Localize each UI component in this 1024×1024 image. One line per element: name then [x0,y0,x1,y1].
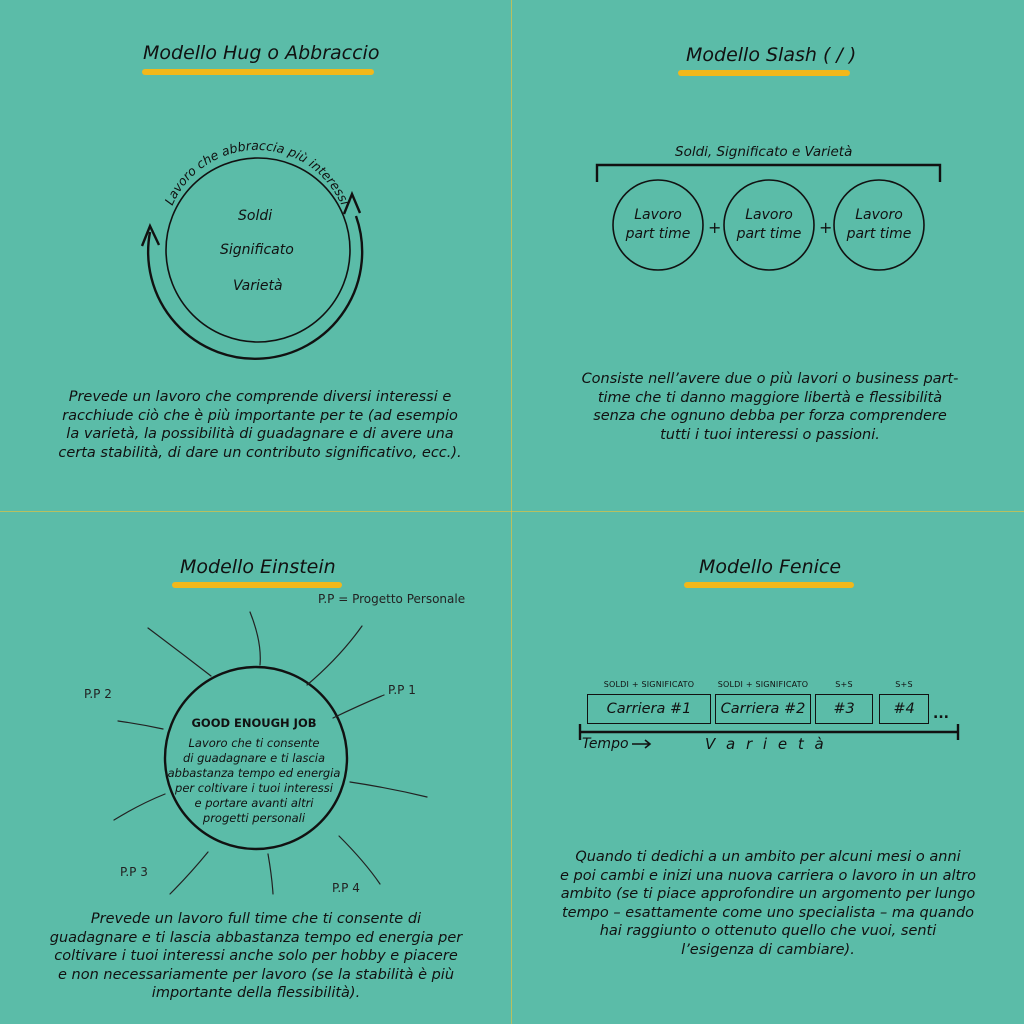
slash-plus-1: + [708,218,722,237]
einstein-pp-2: P.P 2 [84,687,112,701]
fenice-tag-3: S+S [835,680,853,689]
hug-description: Prevede un lavoro che comprende diversi interessi e racchiude ciò che è più importante per te (ad esempio la varietà, la possibilità di guadagnare e di avere una certa stabilità, di dare un contributo significativo, ecc.). [58,389,462,461]
fenice-ellipsis: ... [933,706,949,722]
einstein-ray-8 [339,836,380,884]
einstein-ray-3 [307,626,362,685]
fenice-axis-label: V a r i e t à [705,735,824,753]
einstein-ray-4 [333,695,384,718]
slash-circle-3-text: Lavoro part time [846,207,912,242]
slash-bracket-label: Soldi, Significato e Varietà [675,144,853,160]
einstein-model-panel [0,512,512,1024]
fenice-box-career-2: Carriera #2 [715,694,811,724]
einstein-core-text: Lavoro che ti consente di guadagnare e ti lascia abbastanza tempo ed energia per coltivare i tuoi interessi e portare avanti altri progetti personali [167,736,341,825]
einstein-legend: P.P = Progetto Personale [318,592,466,606]
einstein-pp-4: P.P 4 [332,881,360,895]
einstein-ray-9 [170,852,208,894]
slash-circle-2-text: Lavoro part time [736,207,802,242]
fenice-description: Quando ti dedichi a un ambito per alcuni mesi o anni e poi cambi e inizi una nuova carriera o lavoro in un altro ambito (se ti piace approfondire un argomento per lungo tempo – esattamente come uno specialista – ma quando hai raggiunto o ottenuto quello che vuoi, senti l’esigenza di cambiare). [559,849,977,958]
einstein-ray-2 [250,612,260,665]
einstein-ray-10 [268,854,273,894]
slash-plus-2: + [819,218,833,237]
hug-title: Modello Hug o Abbraccio [143,42,380,64]
einstein-pp-1: P.P 1 [388,683,416,697]
einstein-pp-3: P.P 3 [120,865,148,879]
hug-arc-text: Lavoro che abbraccia più interessi [161,137,353,208]
einstein-ray-7 [114,794,165,820]
hug-item-significato: Significato [220,242,294,258]
hug-item-soldi: Soldi [238,208,273,224]
slash-title: Modello Slash ( / ) [686,44,857,66]
einstein-ray-5 [118,721,163,729]
einstein-ray-6 [350,782,427,797]
einstein-ray-1 [148,628,211,676]
fenice-time-label: Tempo [582,736,629,752]
fenice-tag-1: SOLDI + SIGNIFICATO [603,680,695,689]
einstein-title: Modello Einstein [180,556,336,578]
fenice-box-career-1: Carriera #1 [587,694,711,724]
hug-model-panel [0,0,512,512]
fenice-box-career-4: #4 [879,694,929,724]
fenice-tag-2: SOLDI + SIGNIFICATO [717,680,809,689]
fenice-box-career-3: #3 [815,694,873,724]
slash-circle-1-text: Lavoro part time [625,207,691,242]
einstein-description: Prevede un lavoro full time che ti consente di guadagnare e ti lascia abbastanza tempo ed energia per coltivare i tuoi interessi anche solo per hobby e piacere e non necessariamente per lavoro (se la stabilità è più importante della flessibilità). [49,911,463,1001]
hug-item-varieta: Varietà [233,278,283,294]
slash-description: Consiste nell’avere due o più lavori o business part- time che ti danno maggiore libertà e flessibilità senza che ognuno debba per forza comprendere tutti i tuoi interessi o passioni. [581,371,959,443]
fenice-time-arrow-icon [632,740,650,748]
fenice-model-panel [512,512,1024,1024]
einstein-core-title: GOOD ENOUGH JOB [191,716,317,730]
slash-model-panel [512,0,1024,512]
fenice-title: Modello Fenice [699,556,842,578]
fenice-tag-4: S+S [895,680,913,689]
